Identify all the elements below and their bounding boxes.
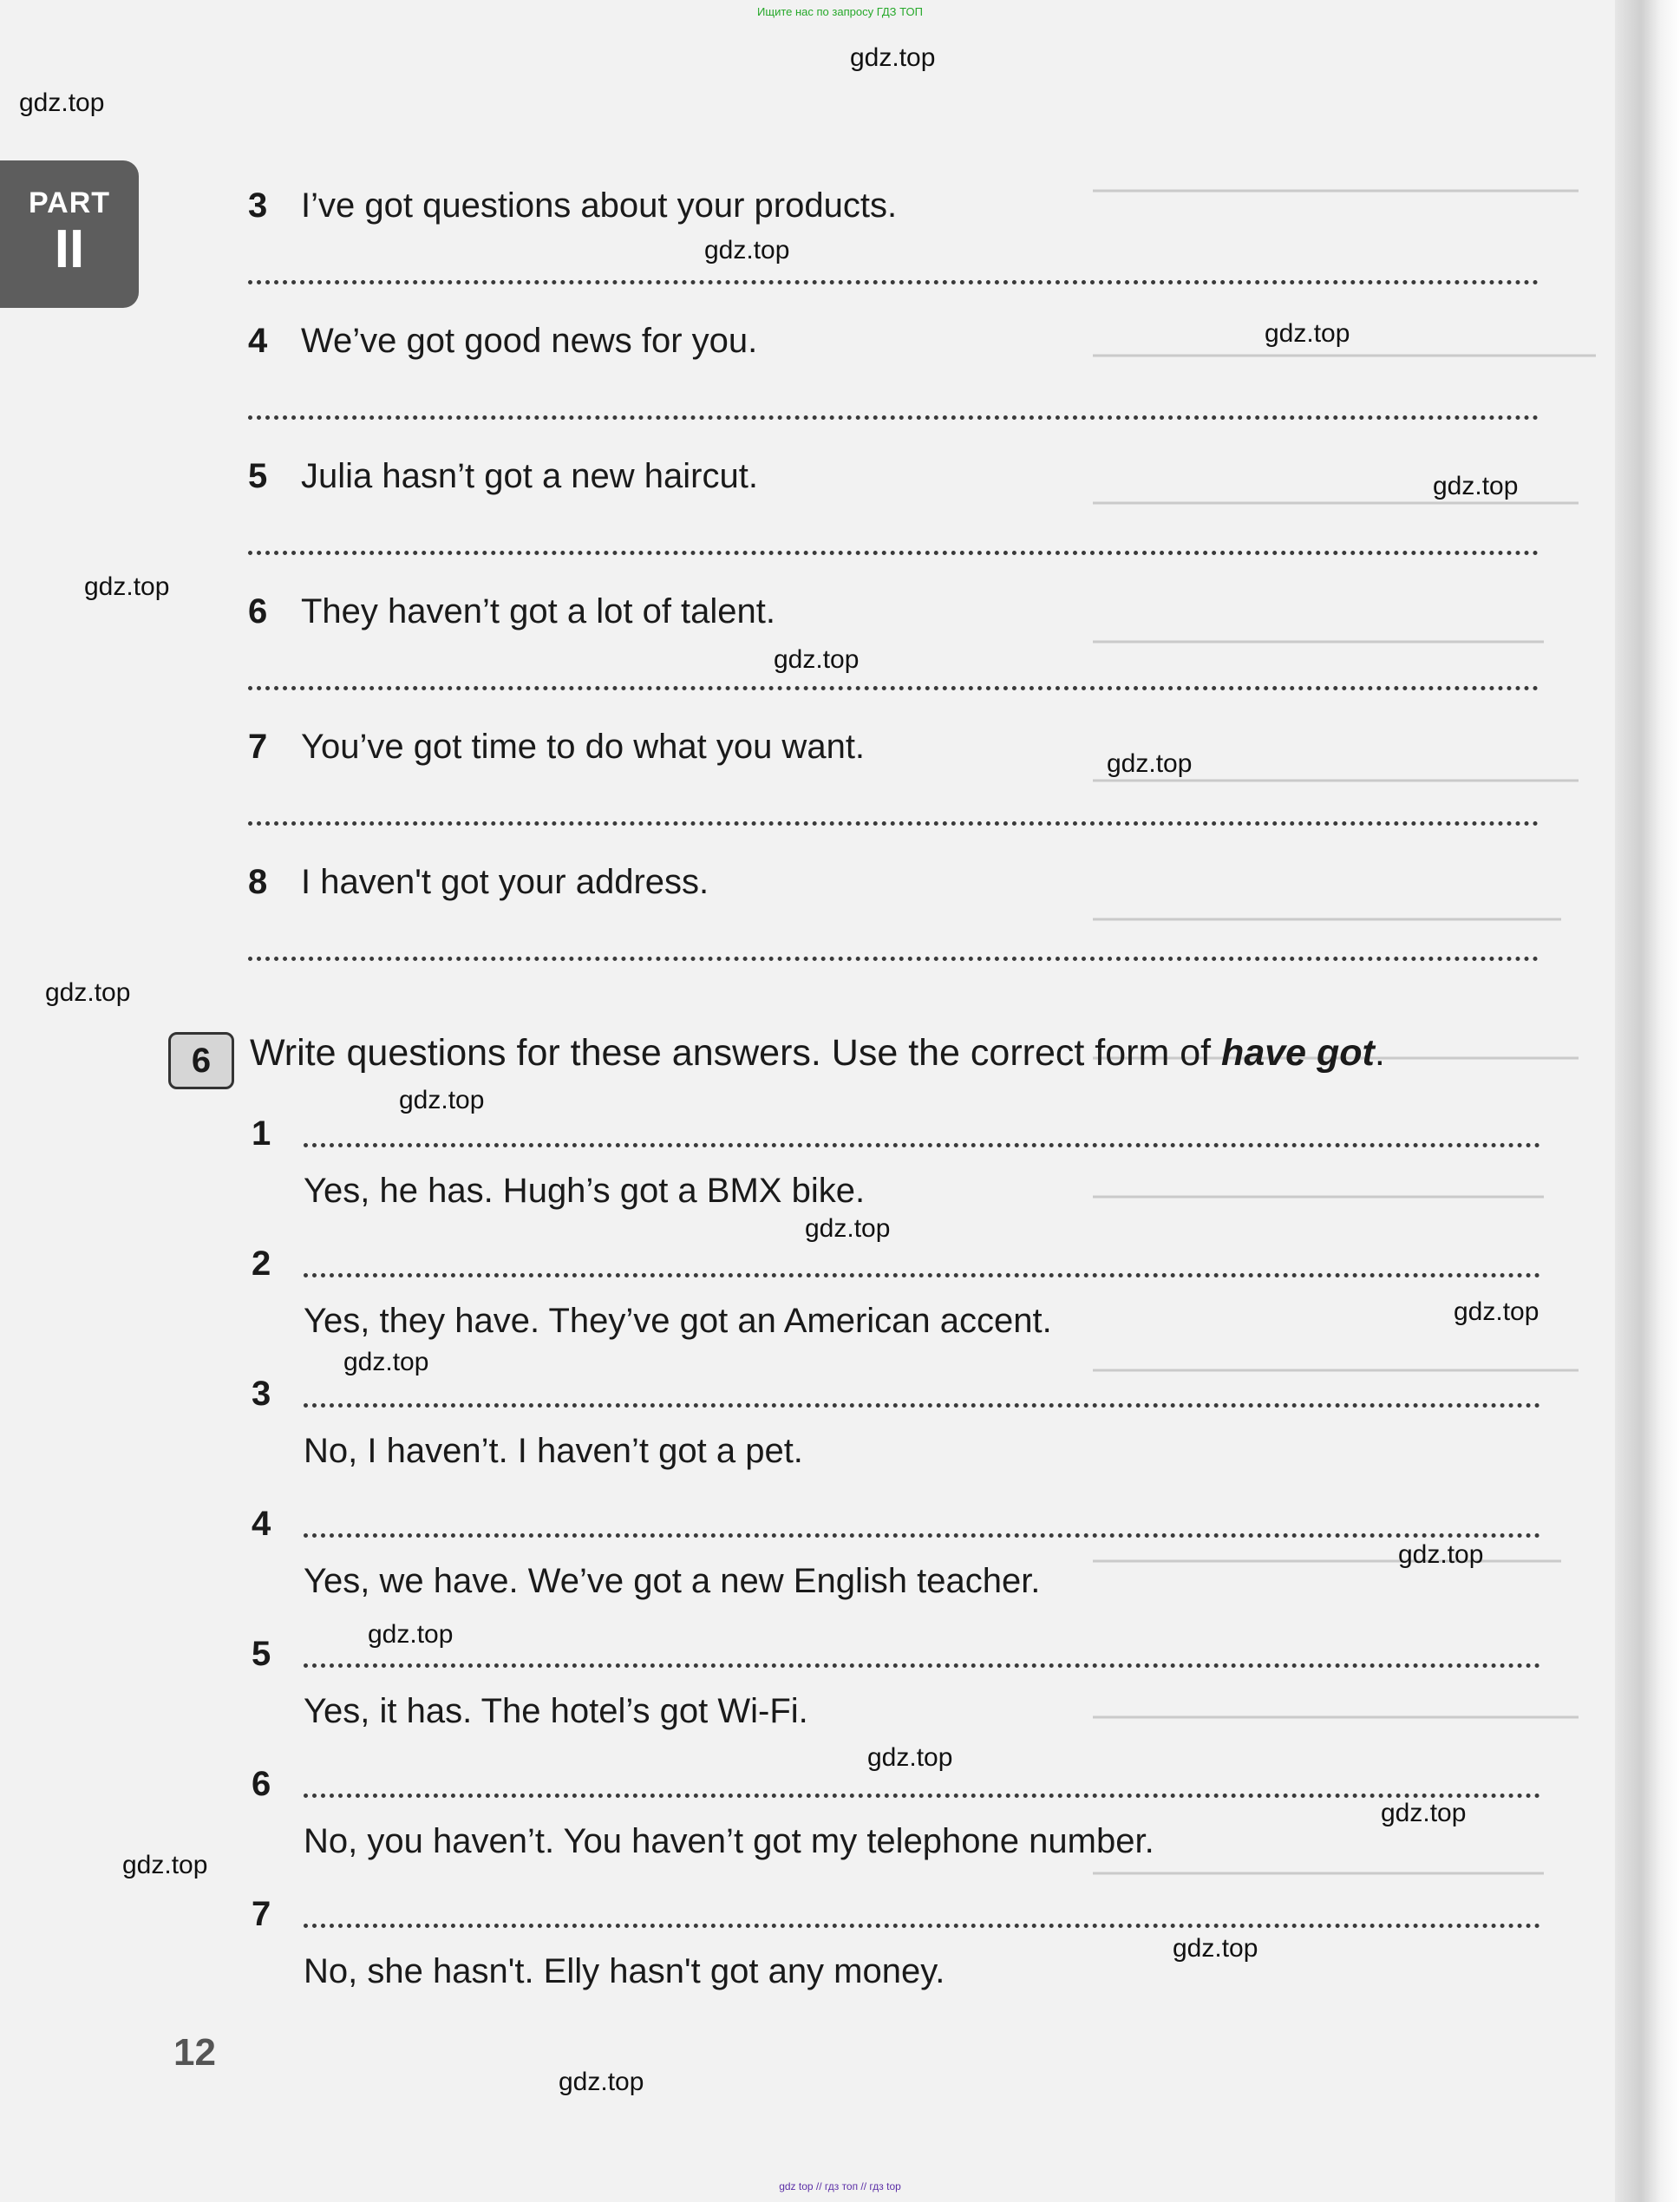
answer-line-5[interactable] <box>248 551 1539 555</box>
question-number-2: 2 <box>252 1245 271 1283</box>
sentence-7: 7 You’ve got time to do what you want. <box>248 728 866 766</box>
header-banner: Ищите нас по запросу ГДЗ ТОП <box>757 5 923 18</box>
watermark: gdz.top <box>805 1214 891 1243</box>
answer-line-8[interactable] <box>248 957 1539 961</box>
question-line-2[interactable] <box>304 1273 1540 1277</box>
sentence-6: 6 They haven’t got a lot of talent. <box>248 592 776 631</box>
watermark: gdz.top <box>122 1851 208 1879</box>
answer-5: Yes, it has. The hotel’s got Wi-Fi. <box>304 1692 808 1730</box>
footer-banner: gdz top // гдз топ // гдз top <box>779 2180 901 2192</box>
question-line-6[interactable] <box>304 1794 1540 1798</box>
answer-2: Yes, they have. They’ve got an American accent. <box>304 1302 1052 1340</box>
page-edge-shadow <box>1615 0 1680 2202</box>
answer-line-4[interactable] <box>248 415 1539 420</box>
question-number-6: 6 <box>252 1765 271 1803</box>
question-number-5: 5 <box>252 1635 271 1673</box>
watermark: gdz.top <box>399 1086 485 1114</box>
watermark: gdz.top <box>1107 749 1193 778</box>
show-through-lines <box>1093 156 1613 2064</box>
watermark: gdz.top <box>1433 472 1519 500</box>
watermark: gdz.top <box>19 88 105 117</box>
question-number-1: 1 <box>252 1114 271 1153</box>
question-number-3: 3 <box>252 1375 271 1413</box>
page-number: 12 <box>173 2031 216 2074</box>
answer-line-6[interactable] <box>248 686 1539 690</box>
part-roman: II <box>54 219 85 279</box>
part-tab <box>0 160 139 308</box>
sentence-5: 5 Julia hasn’t got a new haircut. <box>248 457 758 495</box>
watermark: gdz.top <box>559 2068 644 2096</box>
answer-3: No, I haven’t. I haven’t got a pet. <box>304 1432 803 1470</box>
answer-1: Yes, he has. Hugh’s got a BMX bike. <box>304 1172 866 1210</box>
sentence-3: 3 I’ve got questions about your products. <box>248 186 898 225</box>
watermark: gdz.top <box>850 43 936 72</box>
answer-7: No, she hasn't. Elly hasn't got any money. <box>304 1952 945 1990</box>
watermark: gdz.top <box>1265 319 1350 348</box>
watermark: gdz.top <box>867 1743 953 1772</box>
question-line-7[interactable] <box>304 1924 1540 1928</box>
answer-4: Yes, we have. We’ve got a new English teacher. <box>304 1562 1041 1600</box>
question-line-4[interactable] <box>304 1533 1540 1538</box>
answer-line-3[interactable] <box>248 280 1539 284</box>
sentence-8: 8 I haven't got your address. <box>248 863 709 901</box>
watermark: gdz.top <box>704 236 790 265</box>
question-line-1[interactable] <box>304 1143 1540 1147</box>
sentence-4: 4 We’ve got good news for you. <box>248 322 758 360</box>
question-line-3[interactable] <box>304 1403 1540 1408</box>
exercise-instruction: Write questions for these answers. Use the correct form of have got. <box>250 1032 1385 1074</box>
watermark: gdz.top <box>368 1620 454 1649</box>
exercise-number-badge: 6 <box>168 1032 234 1089</box>
watermark: gdz.top <box>1381 1799 1467 1827</box>
watermark: gdz.top <box>1398 1540 1484 1569</box>
watermark: gdz.top <box>1454 1297 1539 1326</box>
watermark: gdz.top <box>1173 1934 1258 1963</box>
question-number-4: 4 <box>252 1505 271 1543</box>
question-line-5[interactable] <box>304 1663 1540 1668</box>
watermark: gdz.top <box>45 978 131 1007</box>
answer-6: No, you haven’t. You haven’t got my telephone number. <box>304 1822 1154 1860</box>
watermark: gdz.top <box>84 572 170 601</box>
answer-line-7[interactable] <box>248 821 1539 826</box>
question-number-7: 7 <box>252 1895 271 1933</box>
watermark: gdz.top <box>343 1348 429 1376</box>
watermark: gdz.top <box>774 645 860 674</box>
part-label: PART <box>28 186 111 219</box>
